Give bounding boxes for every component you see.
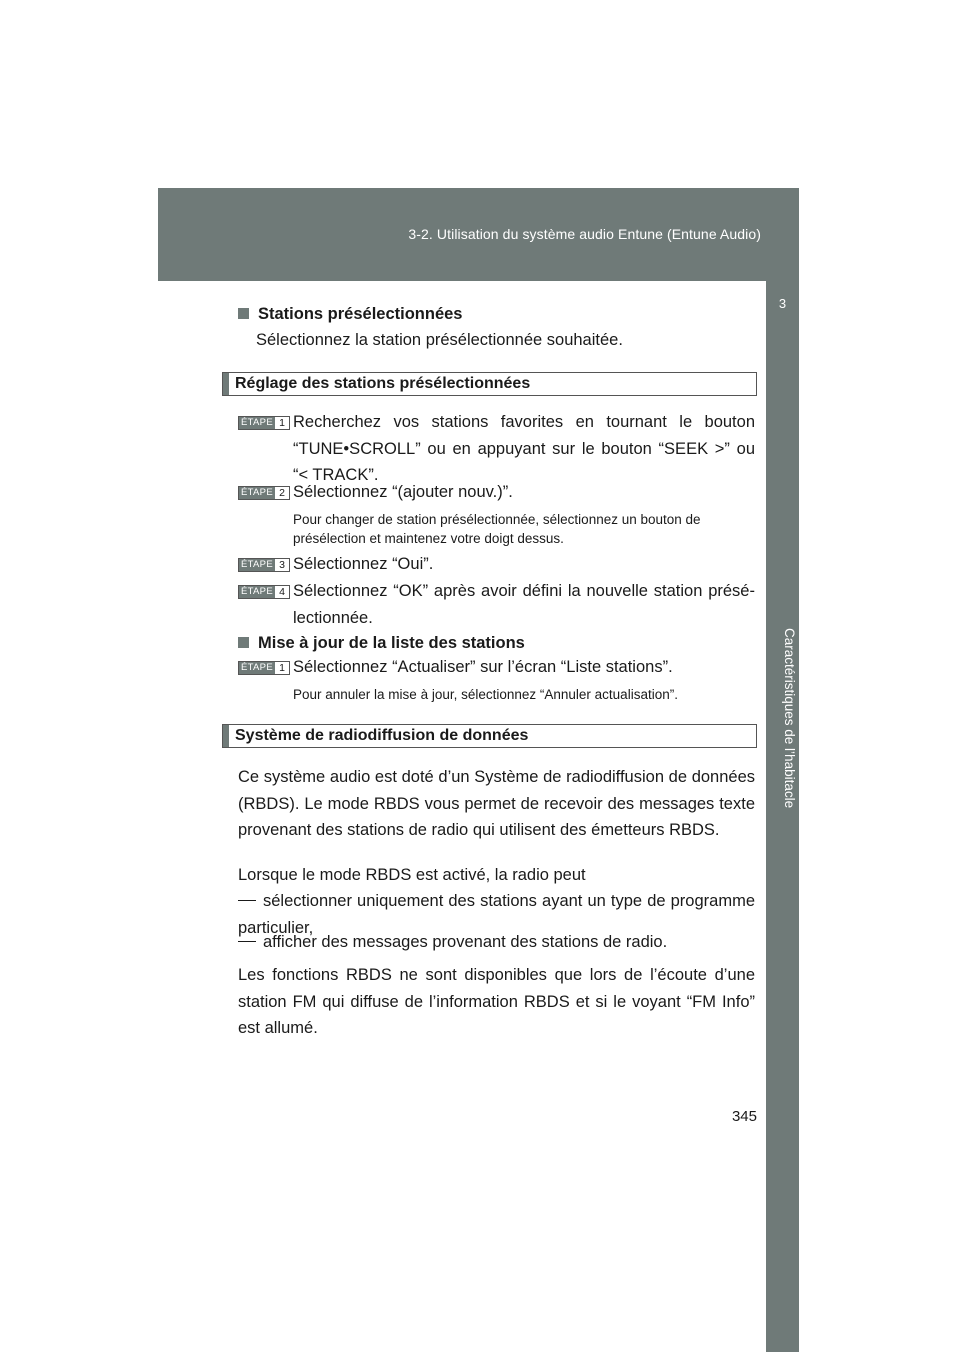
header-bar <box>158 188 799 281</box>
section-title-presets-setting: Réglage des stations présélectionnées <box>235 375 531 392</box>
step-badge: ÉTAPE 1 <box>238 661 290 675</box>
presets-heading <box>238 305 463 324</box>
step-text: Sélectionnez “Oui”. <box>293 555 434 573</box>
rbds-bullet-item: afficher des messages provenant des stations de radio. <box>238 929 667 956</box>
section-header-presets-setting <box>222 372 757 396</box>
step-badge: ÉTAPE 1 <box>238 416 290 430</box>
chapter-number: 3 <box>778 296 787 311</box>
step-note: Pour annuler la mise à jour, sélectionnez “Annuler actualisation”. <box>293 687 678 702</box>
dash-bullet-icon <box>238 900 256 901</box>
step-text: Sélectionnez “(ajouter nouv.)”. <box>293 483 513 501</box>
section-title: 3-2. Utilisation du système audio Entune (Entune Audio) <box>408 226 761 242</box>
square-bullet-icon <box>238 637 249 648</box>
step-text: Sélectionnez “OK” après avoir défini la nouvelle station présélectionnée. <box>293 582 755 627</box>
rbds-paragraph: Les fonctions RBDS ne sont disponibles que lors de l’écoute d’une station FM qui diffuse de l’information RBDS et si le voyant “FM Info” est allumé. <box>238 966 755 1037</box>
section-header-rbds <box>222 724 757 748</box>
step-text: Sélectionnez “Actualiser” sur l’écran “Liste stations”. <box>293 658 673 676</box>
step-badge: ÉTAPE 4 <box>238 585 290 599</box>
presets-text: Sélectionnez la station présélectionnée souhaitée. <box>256 331 623 349</box>
rbds-paragraph: Ce système audio est doté d’un Système de radiodiffusion de données (RBDS). Le mode RBDS vous permet de recevoir des messages texte provenant des stations de radio qui utilisent des émetteurs RBDS. <box>238 768 755 839</box>
presets-title: Stations présélectionnées <box>258 305 463 323</box>
chapter-side-tab <box>766 280 799 1352</box>
square-bullet-icon <box>238 308 249 319</box>
section-marker <box>223 373 229 395</box>
station-list-update-heading <box>238 634 525 653</box>
chapter-label: Caractéristiques de l’habitacle <box>782 628 797 809</box>
section-marker <box>223 725 229 747</box>
rbds-bullet-item: sélectionner uniquement des stations ayant un type de programme particulier, <box>238 892 755 937</box>
dash-bullet-icon <box>238 941 256 942</box>
step-text: Recherchez vos stations favorites en tournant le bouton “TUNE•SCROLL” ou en appuyant sur le bouton “SEEK >” ou “< TRACK”. <box>293 413 755 484</box>
step-note: Pour changer de station présélectionnée, sélectionnez un bouton de présélection et maintenez votre doigt dessus. <box>293 512 701 546</box>
step-badge: ÉTAPE 3 <box>238 558 290 572</box>
section-title-rbds: Système de radiodiffusion de données <box>235 727 529 744</box>
rbds-intro: Lorsque le mode RBDS est activé, la radio peut <box>238 866 586 884</box>
station-list-update-title: Mise à jour de la liste des stations <box>258 634 525 652</box>
step-badge: ÉTAPE 2 <box>238 486 290 500</box>
page-number: 345 <box>731 1108 757 1125</box>
